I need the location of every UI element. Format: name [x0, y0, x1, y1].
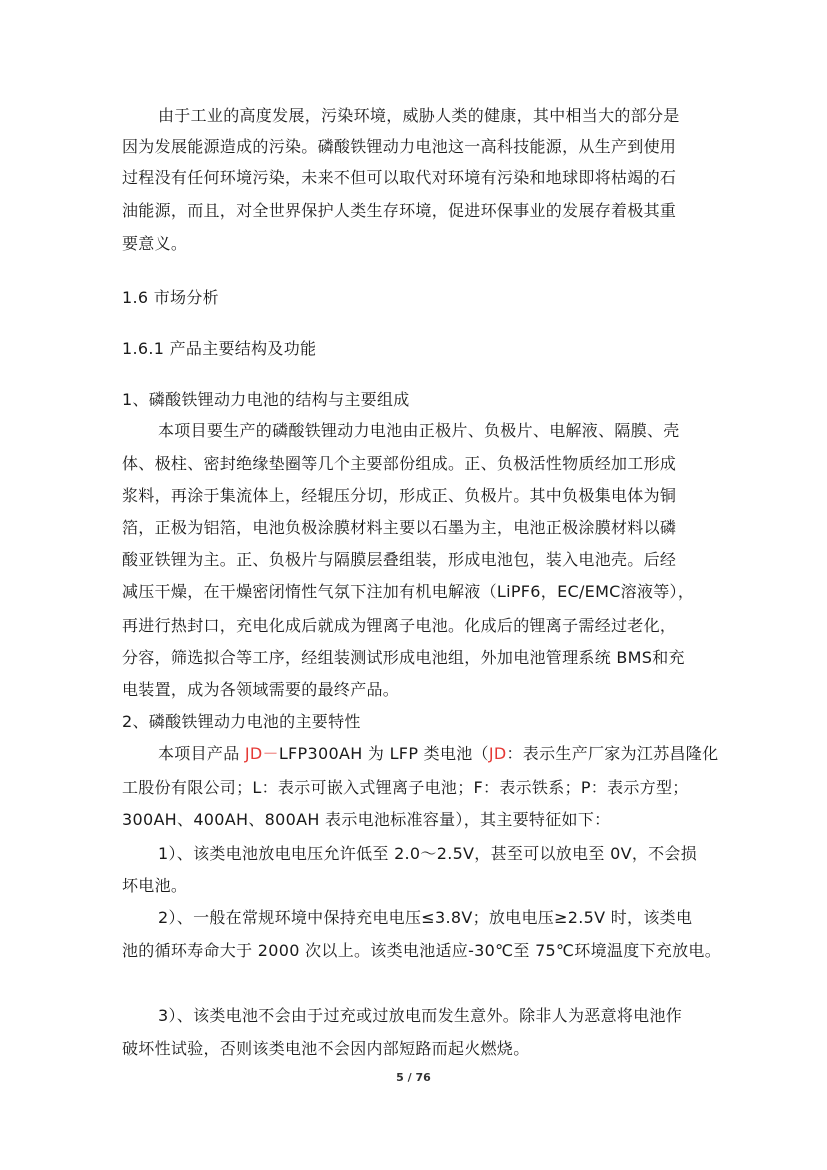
subsection-title: 2、磷酸铁锂动力电池的主要特性 — [122, 712, 361, 731]
text-segment: LFP300AH 为 LFP 类电池（ — [278, 744, 489, 763]
paragraph-line: 减压干燥，在干燥密闭惰性气氛下注加有机电解液（LiPF6，EC/EMC溶液等）， — [122, 582, 695, 601]
paragraph-line: 要意义。 — [122, 234, 188, 253]
paragraph-line: 再进行热封口，充电化成后就成为锂离子电池。化成后的锂离子需经过老化， — [122, 616, 677, 635]
paragraph-line: 过程没有任何环境污染，未来不但可以取代对环境有污染和地球即将枯竭的石 — [122, 168, 677, 187]
paragraph-line: 由于工业的高度发展，污染环境，威胁人类的健康，其中相当大的部分是 — [158, 106, 680, 125]
subsection-title: 1、磷酸铁锂动力电池的结构与主要组成 — [122, 390, 410, 409]
section-heading-1-6-1: 1.6.1 产品主要结构及功能 — [122, 339, 317, 358]
page-number: 5 / 76 — [396, 1071, 431, 1084]
paragraph-line: 因为发展能源造成的污染。磷酸铁锂动力电池这一高科技能源，从生产到使用 — [122, 137, 677, 156]
manufacturer-code-highlight: JD — [488, 744, 507, 763]
paragraph-line: 酸亚铁锂为主。正、负极片与隔膜层叠组装，形成电池包，装入电池壳。后经 — [122, 550, 677, 569]
list-item-line: 坏电池。 — [122, 876, 188, 895]
list-item-line: 2）、一般在常规环境中保持充电电压≤3.8V；放电电压≥2.5V 时，该类电 — [158, 908, 693, 927]
paragraph-line: 工股份有限公司；L：表示可嵌入式锂离子电池；F：表示铁系；P：表示方型； — [122, 778, 689, 797]
section-heading-1-6: 1.6 市场分析 — [122, 288, 219, 307]
text-segment: 本项目产品 — [158, 744, 245, 763]
paragraph-line — [158, 743, 718, 765]
paragraph-line: 浆料，再涂于集流体上，经辊压分切，形成正、负极片。其中负极集电体为铜 — [122, 486, 677, 505]
text-segment: ：表示生产厂家为江苏昌隆化 — [506, 744, 719, 763]
paragraph-line: 分容，筛选拟合等工序，经组装测试形成电池组，外加电池管理系统 BMS和充 — [122, 648, 685, 667]
paragraph-line: 电装置，成为各领域需要的最终产品。 — [122, 680, 400, 699]
paragraph-line: 体、极柱、密封绝缘垫圈等几个主要部份组成。正、负极活性物质经加工形成 — [122, 454, 677, 473]
list-item-line: 池的循环寿命大于 2000 次以上。该类电池适应-30℃至 75℃环境温度下充放电。 — [122, 941, 722, 960]
paragraph-line: 本项目要生产的磷酸铁锂动力电池由正极片、负极片、电解液、隔膜、壳 — [158, 421, 680, 440]
list-item-line: 3）、该类电池不会由于过充或过放电而发生意外。除非人为恶意将电池作 — [158, 1006, 683, 1025]
list-item-line: 1）、该类电池放电电压允许低至 2.0～2.5V，甚至可以放电至 0V，不会损 — [158, 844, 698, 863]
list-item-line: 破坏性试验，否则该类电池不会因内部短路而起火燃烧。 — [122, 1039, 530, 1058]
paragraph-line: 300AH、400AH、800AH 表示电池标准容量），其主要特征如下： — [122, 810, 611, 829]
paragraph-line: 箔，正极为铝箔，电池负极涂膜材料主要以石墨为主，电池正极涂膜材料以磷 — [122, 518, 677, 537]
product-code-highlight: JD－ — [244, 744, 279, 763]
paragraph-line: 油能源，而且，对全世界保护人类生存环境，促进环保事业的发展存着极其重 — [122, 201, 677, 220]
